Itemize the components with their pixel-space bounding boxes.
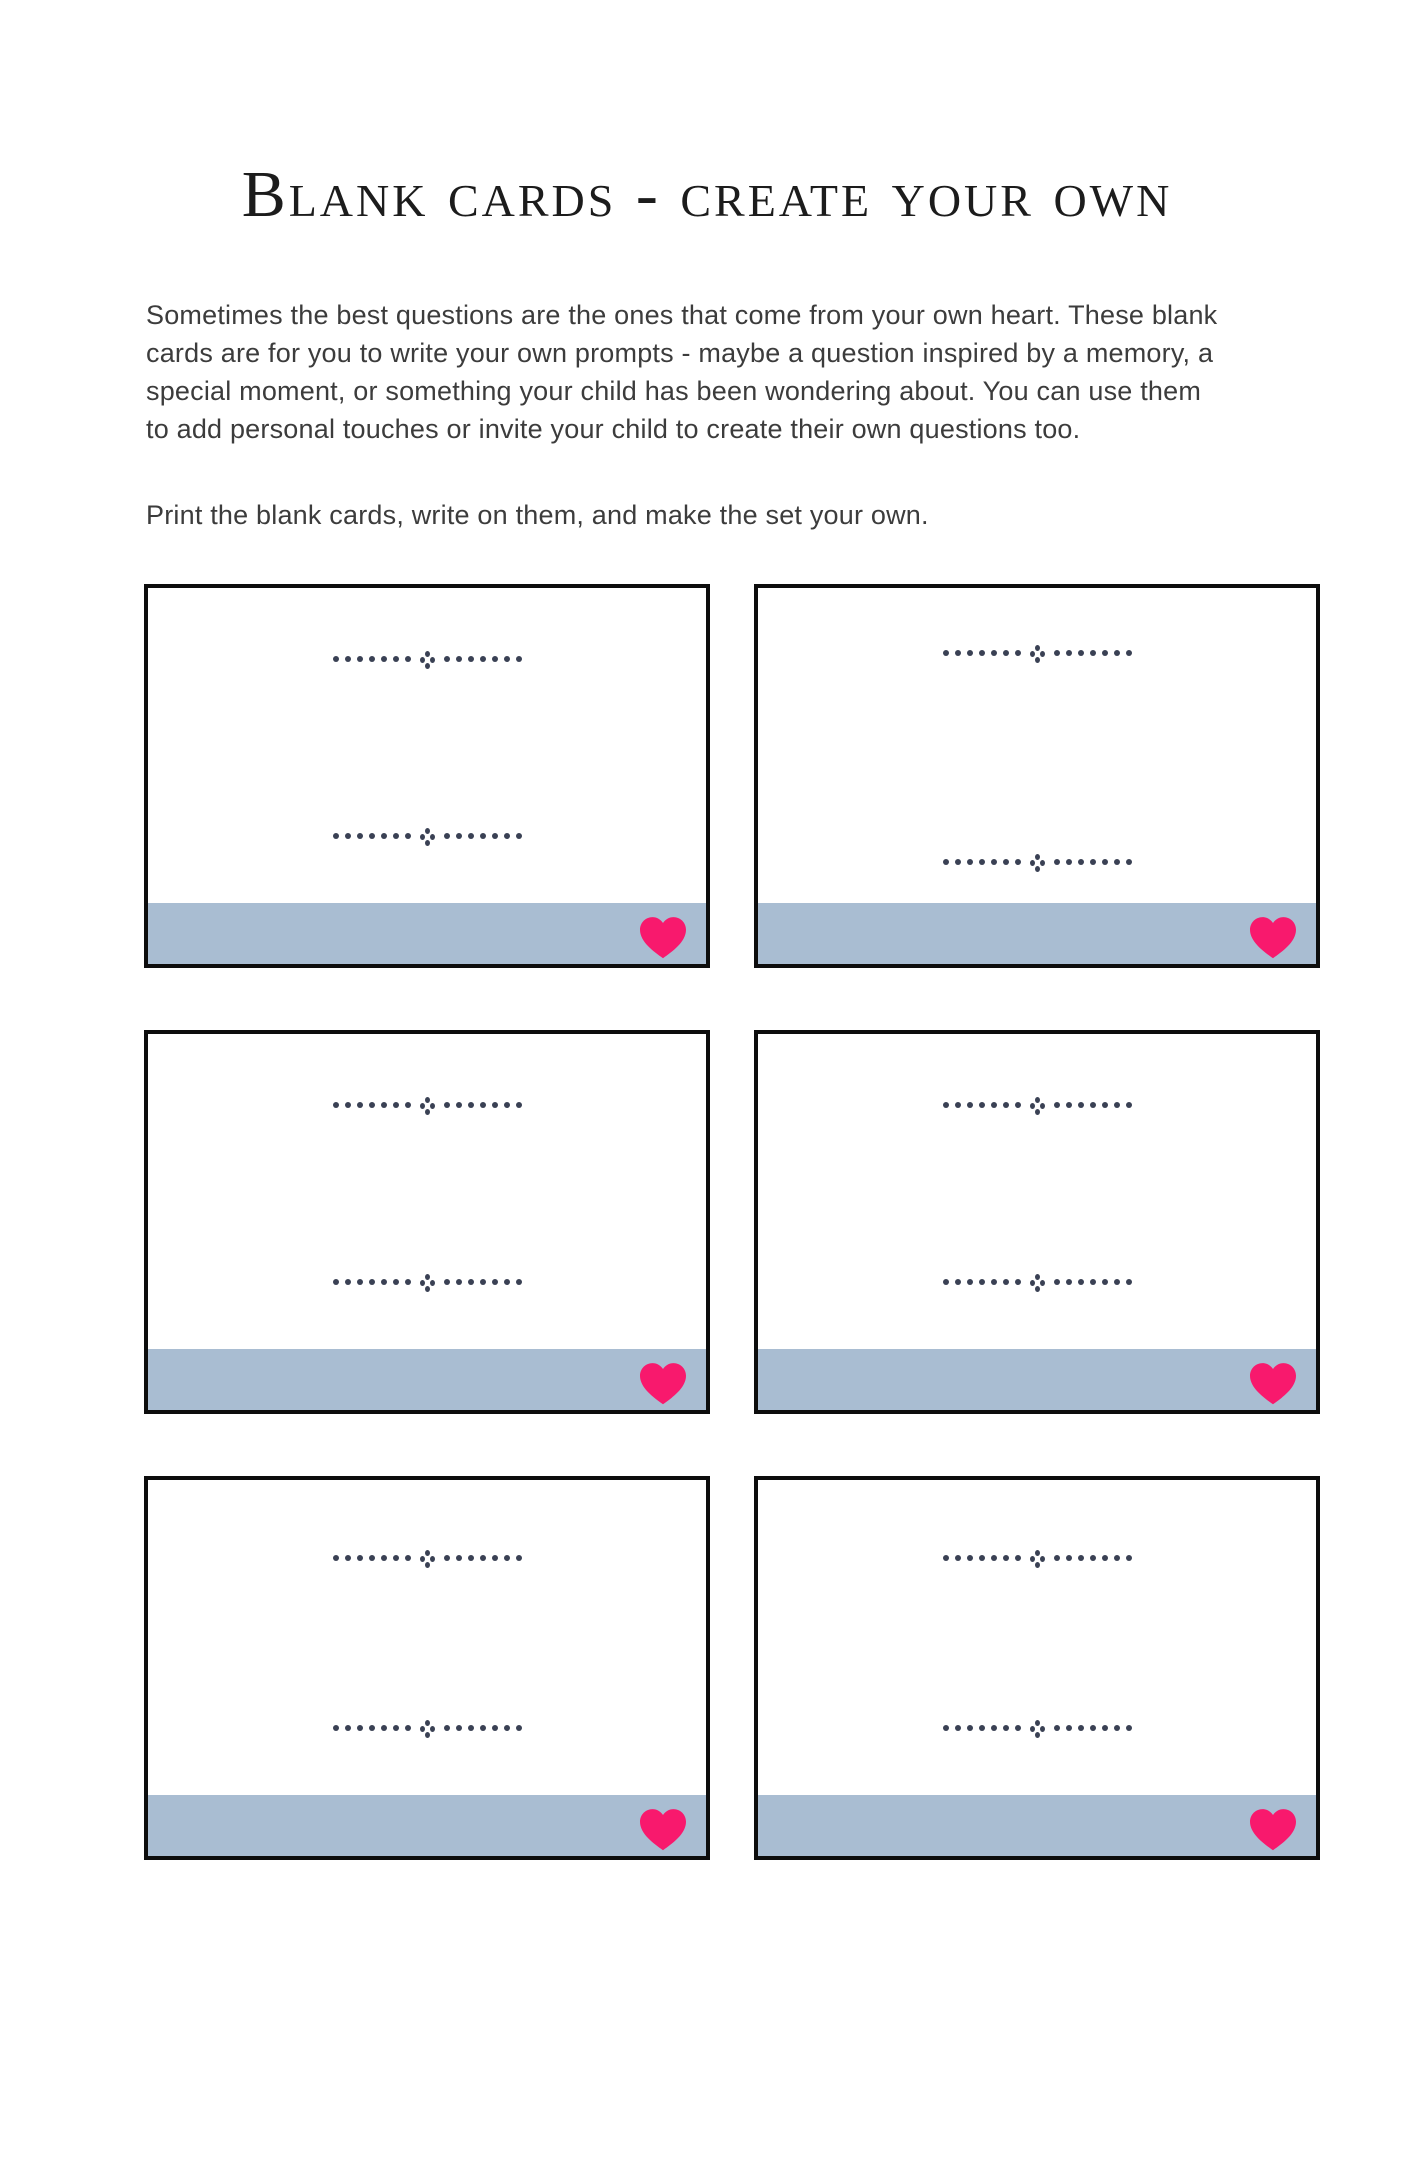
diamond-dot-cluster-icon (1030, 1274, 1045, 1291)
dot (1035, 645, 1040, 651)
diamond-dot-cluster-icon (1030, 1550, 1045, 1567)
dot-row (943, 1725, 1021, 1731)
dot (943, 650, 949, 656)
dot (405, 1102, 411, 1108)
dot (468, 1102, 474, 1108)
dot (425, 1550, 430, 1556)
dot-row (943, 1555, 1021, 1561)
dot (943, 1102, 949, 1108)
dot (1066, 1279, 1072, 1285)
dot (991, 859, 997, 865)
dot (492, 1725, 498, 1731)
dot (333, 833, 339, 839)
dotted-ornament-divider-top (758, 1550, 1316, 1567)
dot (369, 833, 375, 839)
dot-row (333, 1279, 411, 1285)
dotted-ornament-divider-top (758, 645, 1316, 662)
dot (1114, 859, 1120, 865)
dot (345, 1555, 351, 1561)
dot (943, 1279, 949, 1285)
diamond-dot-cluster-icon (1030, 1720, 1045, 1737)
dot (1090, 859, 1096, 865)
blank-card-3 (144, 1030, 710, 1414)
diamond-dot-cluster-icon (420, 651, 435, 668)
dot-row (1054, 1102, 1132, 1108)
dot-row (1054, 1725, 1132, 1731)
dot (425, 1109, 430, 1115)
dot (381, 1555, 387, 1561)
dot (480, 833, 486, 839)
heart-icon (640, 1809, 686, 1851)
dot (420, 1726, 425, 1732)
dot (1114, 1102, 1120, 1108)
dot (1015, 1555, 1021, 1561)
dotted-ornament-divider-bottom (148, 828, 706, 845)
dot (1035, 1109, 1040, 1115)
dot (1015, 859, 1021, 865)
dot (955, 859, 961, 865)
dot (333, 1725, 339, 1731)
dot-row (444, 1102, 522, 1108)
dot (468, 1555, 474, 1561)
dot (1054, 1102, 1060, 1108)
dot (1030, 651, 1035, 657)
heart-icon (640, 917, 686, 959)
dot (1003, 859, 1009, 865)
dot-row (943, 1279, 1021, 1285)
dot (1030, 860, 1035, 866)
dot (516, 1555, 522, 1561)
dot-row (444, 833, 522, 839)
card-footer-band (758, 1795, 1316, 1856)
dot (405, 1279, 411, 1285)
dot (456, 833, 462, 839)
dot (393, 1279, 399, 1285)
dot (504, 1555, 510, 1561)
dot (991, 1102, 997, 1108)
dot (430, 1103, 435, 1109)
dot (955, 1279, 961, 1285)
dot (1102, 1725, 1108, 1731)
dot (1066, 1725, 1072, 1731)
dot (516, 1102, 522, 1108)
dotted-ornament-divider-top (148, 1097, 706, 1114)
dot (979, 859, 985, 865)
dot (425, 828, 430, 834)
dot (393, 656, 399, 662)
dotted-ornament-divider-bottom (758, 1274, 1316, 1291)
dot (1015, 1725, 1021, 1731)
card-footer-band (148, 1349, 706, 1410)
dot (1035, 1720, 1040, 1726)
dot (425, 1562, 430, 1568)
dot (456, 1279, 462, 1285)
dot-row (444, 656, 522, 662)
dot (430, 1726, 435, 1732)
dot (979, 1725, 985, 1731)
dot (345, 1279, 351, 1285)
dot (430, 1280, 435, 1286)
dot (1035, 854, 1040, 860)
dot (393, 1555, 399, 1561)
dot (425, 663, 430, 669)
dot (1054, 1279, 1060, 1285)
dot (504, 656, 510, 662)
dotted-ornament-divider-top (148, 651, 706, 668)
dot-row (444, 1279, 522, 1285)
dot (1066, 1102, 1072, 1108)
dot (333, 1102, 339, 1108)
dot (516, 833, 522, 839)
dot (369, 1555, 375, 1561)
dot (381, 1279, 387, 1285)
dot (504, 1279, 510, 1285)
dot (1035, 657, 1040, 663)
dot (991, 1279, 997, 1285)
dot (468, 833, 474, 839)
dot (468, 656, 474, 662)
dot (1040, 1556, 1045, 1562)
dot (425, 1732, 430, 1738)
dot (381, 1725, 387, 1731)
dot-row (444, 1555, 522, 1561)
dot (357, 1102, 363, 1108)
dot (967, 859, 973, 865)
dot (1078, 1555, 1084, 1561)
dot (369, 656, 375, 662)
dot (492, 1555, 498, 1561)
dot (1035, 1286, 1040, 1292)
intro-line-4: to add personal touches or invite your child to create their own questions too. (146, 413, 1081, 444)
dot (369, 1279, 375, 1285)
dot (979, 1555, 985, 1561)
dotted-ornament-divider-bottom (148, 1720, 706, 1737)
dot-row (333, 1102, 411, 1108)
dot (425, 1286, 430, 1292)
dot (1102, 859, 1108, 865)
dot (1003, 1279, 1009, 1285)
dot (1102, 1555, 1108, 1561)
dot (456, 1555, 462, 1561)
diamond-dot-cluster-icon (420, 1274, 435, 1291)
card-footer-band (148, 1795, 706, 1856)
dot (480, 1102, 486, 1108)
dot (425, 1720, 430, 1726)
dot (1078, 650, 1084, 656)
heart-icon (1250, 1809, 1296, 1851)
dot (405, 1555, 411, 1561)
dot (1114, 650, 1120, 656)
dot-row (943, 650, 1021, 656)
dot (1015, 1279, 1021, 1285)
dot (504, 1102, 510, 1108)
dot (979, 650, 985, 656)
dot (1040, 1103, 1045, 1109)
dot (1035, 1550, 1040, 1556)
dot (1102, 1102, 1108, 1108)
dot (444, 833, 450, 839)
dot (1040, 651, 1045, 657)
blank-cards-grid (144, 584, 1414, 1860)
dot (1040, 1280, 1045, 1286)
dot-row (943, 1102, 1021, 1108)
dot (1114, 1279, 1120, 1285)
dot-row (333, 1725, 411, 1731)
dot (345, 1102, 351, 1108)
dot (1054, 650, 1060, 656)
dotted-ornament-divider-bottom (758, 1720, 1316, 1737)
dot (333, 656, 339, 662)
dot-row (333, 833, 411, 839)
dot (1078, 1279, 1084, 1285)
dot (1126, 1102, 1132, 1108)
dot (456, 656, 462, 662)
dot (1114, 1555, 1120, 1561)
dot (1126, 1725, 1132, 1731)
card-footer-band (758, 903, 1316, 964)
dot (1035, 1274, 1040, 1280)
dot (967, 1279, 973, 1285)
dot (492, 833, 498, 839)
intro-line-1: Sometimes the best questions are the ones that come from your own heart. These blank (146, 299, 1218, 330)
dot (357, 1555, 363, 1561)
dot (516, 656, 522, 662)
blank-card-2 (754, 584, 1320, 968)
heart-icon (1250, 1363, 1296, 1405)
dot (1030, 1280, 1035, 1286)
dot (991, 1555, 997, 1561)
dot (369, 1725, 375, 1731)
dot (1054, 1555, 1060, 1561)
dotted-ornament-divider-bottom (148, 1274, 706, 1291)
diamond-dot-cluster-icon (1030, 645, 1045, 662)
dot (480, 1555, 486, 1561)
dot (357, 656, 363, 662)
dot (1078, 1102, 1084, 1108)
dot (456, 1725, 462, 1731)
dot (357, 1725, 363, 1731)
dot (444, 1555, 450, 1561)
dotted-ornament-divider-bottom (758, 854, 1316, 871)
dot (492, 656, 498, 662)
dotted-ornament-divider-top (148, 1550, 706, 1567)
dot (979, 1102, 985, 1108)
dot (1003, 650, 1009, 656)
dot (333, 1555, 339, 1561)
dot (967, 650, 973, 656)
dot (381, 833, 387, 839)
dot (1054, 1725, 1060, 1731)
dot (1090, 1725, 1096, 1731)
dot (393, 1102, 399, 1108)
dot (943, 1555, 949, 1561)
blank-card-1 (144, 584, 710, 968)
dot (1102, 1279, 1108, 1285)
dot (1078, 859, 1084, 865)
dot (1035, 1562, 1040, 1568)
blank-card-6 (754, 1476, 1320, 1860)
dot (1015, 1102, 1021, 1108)
dot (444, 1102, 450, 1108)
dot-row (333, 1555, 411, 1561)
dot (393, 1725, 399, 1731)
dot (955, 1102, 961, 1108)
dot (468, 1725, 474, 1731)
intro-line-2: cards are for you to write your own prompts - maybe a question inspired by a memory, a (146, 337, 1214, 368)
dot (444, 1279, 450, 1285)
dot (420, 657, 425, 663)
dot (345, 656, 351, 662)
dot (430, 834, 435, 840)
diamond-dot-cluster-icon (420, 1097, 435, 1114)
dotted-ornament-divider-top (758, 1097, 1316, 1114)
dot (955, 1725, 961, 1731)
dot (991, 1725, 997, 1731)
dot (425, 840, 430, 846)
dot (456, 1102, 462, 1108)
dot (492, 1102, 498, 1108)
dot-row (1054, 1555, 1132, 1561)
dot (480, 1725, 486, 1731)
dot (1030, 1556, 1035, 1562)
dot (357, 833, 363, 839)
dot (955, 1555, 961, 1561)
dot (1126, 859, 1132, 865)
dot (357, 1279, 363, 1285)
dot (345, 833, 351, 839)
dot (333, 1279, 339, 1285)
dot (504, 1725, 510, 1731)
dot (480, 1279, 486, 1285)
dot (345, 1725, 351, 1731)
diamond-dot-cluster-icon (1030, 1097, 1045, 1114)
dot (381, 656, 387, 662)
dot (444, 656, 450, 662)
dot (492, 1279, 498, 1285)
dot-row (333, 656, 411, 662)
dot (1003, 1102, 1009, 1108)
dot (1126, 1555, 1132, 1561)
dot-row (444, 1725, 522, 1731)
dot (1090, 1555, 1096, 1561)
dot (1030, 1103, 1035, 1109)
page (0, 158, 1414, 2158)
dot (1030, 1726, 1035, 1732)
dot (943, 859, 949, 865)
dot (1090, 1279, 1096, 1285)
dot (1054, 859, 1060, 865)
heart-icon (640, 1363, 686, 1405)
dot (1035, 866, 1040, 872)
dot (967, 1102, 973, 1108)
heart-icon (1250, 917, 1296, 959)
dot (405, 1725, 411, 1731)
dot (979, 1279, 985, 1285)
dot (1040, 860, 1045, 866)
blank-card-4 (754, 1030, 1320, 1414)
intro-line-3: special moment, or something your child has been wondering about. You can use them (146, 375, 1202, 406)
dot (420, 1556, 425, 1562)
dot (1035, 1732, 1040, 1738)
dot (425, 1274, 430, 1280)
dot (381, 1102, 387, 1108)
dot (991, 650, 997, 656)
dot (955, 650, 961, 656)
dot (430, 657, 435, 663)
dot (480, 656, 486, 662)
dot (1040, 1726, 1045, 1732)
dot-row (1054, 650, 1132, 656)
dot (943, 1725, 949, 1731)
dot (425, 651, 430, 657)
page-title: Blank cards - create your own (241, 158, 1173, 231)
dot-row (1054, 1279, 1132, 1285)
dot (393, 833, 399, 839)
dot (1035, 1097, 1040, 1103)
dot (405, 833, 411, 839)
dot (967, 1555, 973, 1561)
dot (1015, 650, 1021, 656)
dot (1126, 1279, 1132, 1285)
dot (1090, 1102, 1096, 1108)
dot (425, 1097, 430, 1103)
dot (504, 833, 510, 839)
dot (516, 1725, 522, 1731)
dot (430, 1556, 435, 1562)
dot (1066, 1555, 1072, 1561)
dot (405, 656, 411, 662)
dot (420, 1280, 425, 1286)
dot (1003, 1555, 1009, 1561)
dot (369, 1102, 375, 1108)
dot (1102, 650, 1108, 656)
dot (967, 1725, 973, 1731)
diamond-dot-cluster-icon (1030, 854, 1045, 871)
blank-card-5 (144, 1476, 710, 1860)
dot (1066, 859, 1072, 865)
dot (444, 1725, 450, 1731)
dot (516, 1279, 522, 1285)
intro-paragraph (146, 296, 1414, 448)
dot (420, 834, 425, 840)
dot (1066, 650, 1072, 656)
dot-row (1054, 859, 1132, 865)
card-footer-band (758, 1349, 1316, 1410)
dot (1078, 1725, 1084, 1731)
dot (1126, 650, 1132, 656)
diamond-dot-cluster-icon (420, 828, 435, 845)
dot (468, 1279, 474, 1285)
dot (1090, 650, 1096, 656)
dot (1003, 1725, 1009, 1731)
print-instruction: Print the blank cards, write on them, and make the set your own. (146, 499, 929, 530)
card-footer-band (148, 903, 706, 964)
dot (1114, 1725, 1120, 1731)
dot-row (943, 859, 1021, 865)
dot (420, 1103, 425, 1109)
diamond-dot-cluster-icon (420, 1550, 435, 1567)
diamond-dot-cluster-icon (420, 1720, 435, 1737)
